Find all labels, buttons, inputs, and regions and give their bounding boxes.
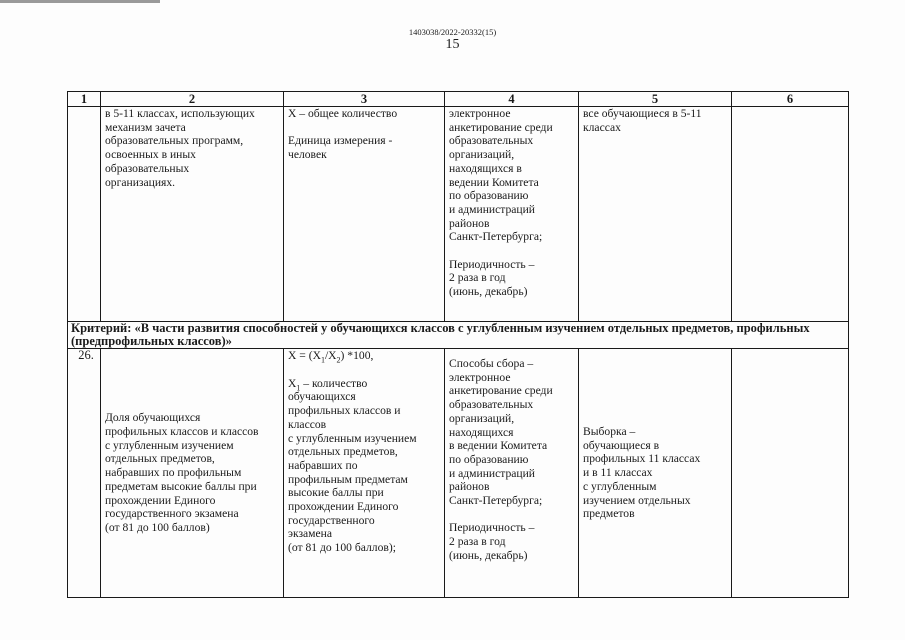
table-row-26 bbox=[68, 349, 849, 598]
column-header: 5 bbox=[579, 92, 732, 107]
column-header: 1 bbox=[68, 92, 101, 107]
formula-cell bbox=[284, 349, 445, 598]
indicator-cell: в 5-11 классах, использующих механизм зачета образовательных программ, освоенных в иных образовательных организациях. bbox=[101, 107, 284, 322]
column-header: 3 bbox=[284, 92, 445, 107]
collection-method-cell: Способы сбора – электронное анкетирование среди образовательных организаций, находящихся в ведении Комитета по образованию и администраций районов Санкт-Петербурга; Периодичность – 2 раза в год (июнь, декабрь) bbox=[445, 349, 579, 598]
column-header: 4 bbox=[445, 92, 579, 107]
indicator-cell: Доля обучающихся профильных классов и классов с углубленным изучением отдельных предметов, набравших по профильным предметам высокие баллы при прохождении Единого государственного экзамена (от 81 до 100 баллов) bbox=[101, 349, 284, 598]
criteria-table bbox=[67, 91, 849, 598]
collection-method-cell: электронное анкетирование среди образовательных организаций, находящихся в ведении Комитета по образованию и администраций районов Санкт-Петербурга; Периодичность – 2 раза в год (июнь, декабрь) bbox=[445, 107, 579, 322]
row-number-cell: 26. bbox=[68, 349, 101, 598]
formula-description: $Х_1$ – количество обучающихся профильных классов и классов с углубленным изучением отдельных предметов, набравших по профильным предметам высокие баллы при прохождении Единого государственного экзамена (от 81 до 100 баллов); bbox=[288, 376, 417, 555]
document-id: 1403038/2022-20332(15) bbox=[408, 27, 497, 37]
row-number-cell bbox=[68, 107, 101, 322]
criterion-heading: Критерий: «В части развития способностей у обучающихся классов с углубленным изучением отдельных предметов, профильных (предпрофильных классов)» bbox=[68, 322, 849, 349]
table-row-continued bbox=[68, 107, 849, 322]
sample-cell: все обучающиеся в 5-11 классах bbox=[579, 107, 732, 322]
page-number: 15 bbox=[445, 37, 460, 52]
sample-cell: Выборка – обучающиеся в профильных 11 классах и в 11 классах с углубленным изучением отдельных предметов bbox=[579, 349, 732, 598]
formula-cell: Х – общее количество Единица измерения - человек bbox=[284, 107, 445, 322]
table-header-row bbox=[68, 92, 849, 107]
criterion-row bbox=[68, 322, 849, 349]
scan-edge-line bbox=[0, 0, 160, 3]
column-header: 6 bbox=[732, 92, 849, 107]
notes-cell bbox=[732, 107, 849, 322]
formula: $Х = (Х_1/Х_2)$ *100, bbox=[288, 349, 374, 365]
notes-cell bbox=[732, 349, 849, 598]
column-header: 2 bbox=[101, 92, 284, 107]
